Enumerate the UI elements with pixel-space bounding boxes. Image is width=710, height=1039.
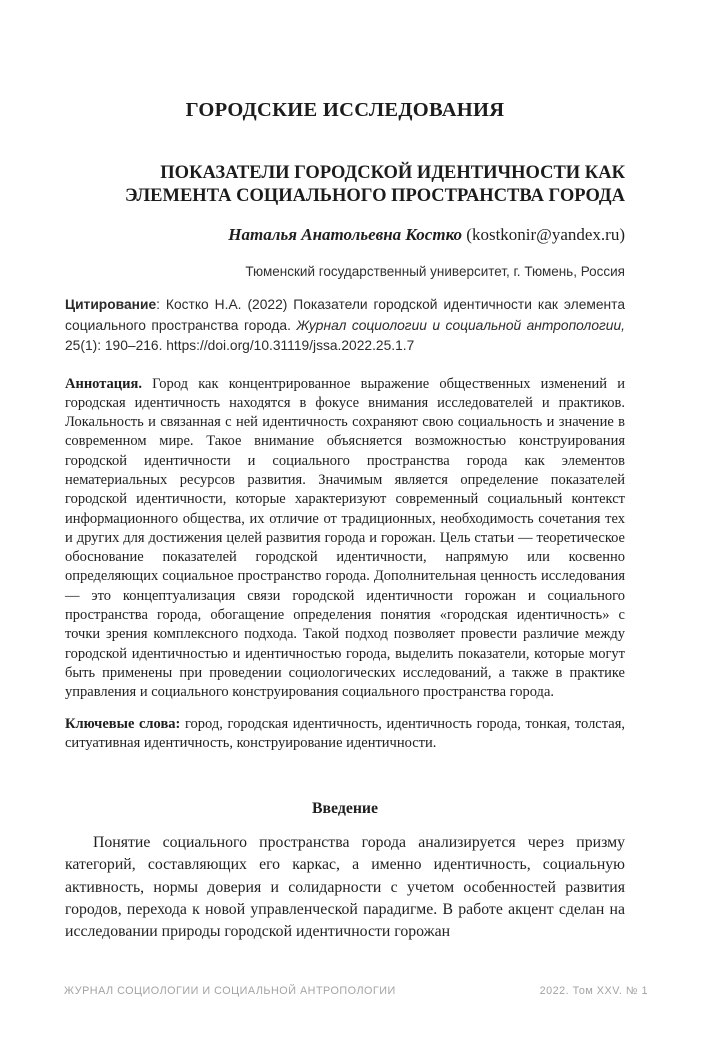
citation-journal-name: Журнал социологии и социальной антропологии, [296,317,625,333]
introduction-heading: Введение [311,799,379,817]
page-footer [64,985,648,997]
journal-section-title: ГОРОДСКИЕ ИССЛЕДОВАНИЯ [185,99,505,121]
author-email: (kostkonir@yandex.ru) [462,225,625,244]
citation-text-before: : Костко Н.А. (2022) Показатели городской идентичности как элемента социального пространства города. [65,297,625,333]
citation-text-after: 25(1): 190–216. https://doi.org/10.31119/jssa.2022.25.1.7 [65,338,415,353]
keywords-text: город, городская идентичность, идентичность города, тонкая, толстая, ситуативная идентичность, конструирование идентичности. [65,715,625,752]
author-affiliation: Тюменский государственный университет, г. Тюмень, Россия [245,264,625,279]
keywords-block [65,715,625,754]
abstract-block [65,375,625,703]
author-name: Наталья Анатольевна Костко [228,225,463,244]
citation-label: Цитирование [65,297,157,312]
abstract-label: Аннотация. [65,375,142,392]
abstract-text: Город как концентрированное выражение общественных изменений и городская идентичность находятся в фокусе внимания исследователей и практиков. Локальность и связанная с ней идентичность сохраняют свою социальность и значение в современном мире. Такое внимание объясняется возможностью конструирования городской идентичности и социального пространства города как элементов нематериальных ресурсов развития. Значимым является определение показателей городской идентичности, которые характеризуют современный социальный контекст информационного общества, их отличие от традиционных, необходимость сочетания тех и других для достижения целей развития города и горожан. Цель статьи — теоретическое обоснование показателей городской идентичности, напрямую или косвенно определяющих социальное пространство города. Дополнительная ценность исследования — это концептуализация связи городской идентичности горожан и социального пространства города, обогащение определения понятия «городская идентичность» с точки зрения комплексного подхода. Такой подход позволяет провести различие между городской идентичностью и идентичностью города, выделить показатели, которые могут быть применены при проведении социологических исследований, а также в практике управления и социального конструирования социального пространства города. [65,375,625,701]
footer-journal-name: ЖУРНАЛ СОЦИОЛОГИИ И СОЦИАЛЬНОЙ АНТРОПОЛОГИИ [64,985,396,997]
author-line [65,225,625,245]
keywords-label: Ключевые слова: [65,715,181,732]
introduction-paragraph: Понятие социального пространства города анализируется через призму категорий, составляющих его каркас, а именно идентичность, социальную активность, нормы доверия и солидарности с учетом особенностей развития городов, перехода к новой управленческой парадигме. В работе акцент сделан на исследовании природы городской идентичности горожан [65,833,625,941]
footer-issue-info: 2022. Том XXV. № 1 [539,985,648,997]
citation-block [65,295,625,357]
article-title: ПОКАЗАТЕЛИ ГОРОДСКОЙ ИДЕНТИЧНОСТИ КАК ЭЛЕМЕНТА СОЦИАЛЬНОГО ПРОСТРАНСТВА ГОРОДА [125,163,625,206]
